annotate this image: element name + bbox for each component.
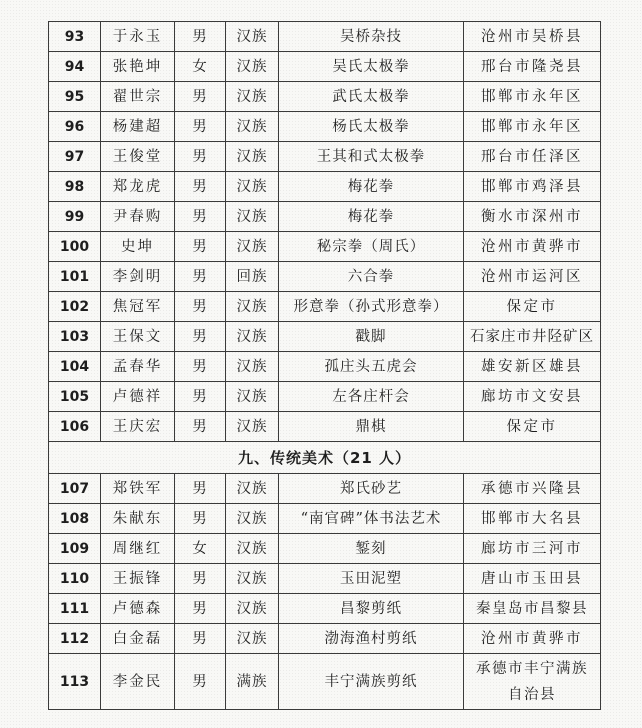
region: 雄安新区雄县 (464, 352, 601, 382)
region: 衡水市深州市 (464, 202, 601, 232)
project-name: 戳脚 (279, 322, 464, 352)
row-number: 97 (49, 142, 101, 172)
row-number: 102 (49, 292, 101, 322)
row-number: 93 (49, 22, 101, 52)
region: 沧州市运河区 (464, 262, 601, 292)
table-row (49, 412, 601, 442)
table-row (49, 202, 601, 232)
ethnicity: 汉族 (226, 322, 279, 352)
sex: 男 (175, 292, 226, 322)
ethnicity: 汉族 (226, 474, 279, 504)
project-name: 六合拳 (279, 262, 464, 292)
sex: 女 (175, 534, 226, 564)
ethnicity: 汉族 (226, 504, 279, 534)
project-name: 梅花拳 (279, 202, 464, 232)
table-row (49, 624, 601, 654)
sex: 男 (175, 22, 226, 52)
row-number: 103 (49, 322, 101, 352)
project-name: 昌黎剪纸 (279, 594, 464, 624)
table-row (49, 232, 601, 262)
region: 秦皇岛市昌黎县 (464, 594, 601, 624)
row-number: 99 (49, 202, 101, 232)
person-name: 孟春华 (101, 352, 175, 382)
region: 邯郸市永年区 (464, 82, 601, 112)
person-name: 周继红 (101, 534, 175, 564)
person-name: 卢德祥 (101, 382, 175, 412)
project-name: 杨氏太极拳 (279, 112, 464, 142)
sex: 女 (175, 52, 226, 82)
sex: 男 (175, 504, 226, 534)
sex: 男 (175, 322, 226, 352)
region: 邯郸市大名县 (464, 504, 601, 534)
row-number: 96 (49, 112, 101, 142)
table-row (49, 382, 601, 412)
region: 保定市 (464, 292, 601, 322)
project-name: 王其和式太极拳 (279, 142, 464, 172)
person-name: 尹春购 (101, 202, 175, 232)
region: 邯郸市鸡泽县 (464, 172, 601, 202)
ethnicity: 汉族 (226, 534, 279, 564)
region: 保定市 (464, 412, 601, 442)
region: 沧州市黄骅市 (464, 232, 601, 262)
table-row (49, 262, 601, 292)
project-name: 形意拳（孙式形意拳） (279, 292, 464, 322)
sex: 男 (175, 232, 226, 262)
project-name: 渤海渔村剪纸 (279, 624, 464, 654)
sex: 男 (175, 594, 226, 624)
project-name: “南官碑”体书法艺术 (279, 504, 464, 534)
sex: 男 (175, 352, 226, 382)
project-name: 左各庄杆会 (279, 382, 464, 412)
project-name: 梅花拳 (279, 172, 464, 202)
sex: 男 (175, 112, 226, 142)
project-name: 秘宗拳（周氏） (279, 232, 464, 262)
project-name: 丰宁满族剪纸 (279, 654, 464, 710)
table-row (49, 474, 601, 504)
ethnicity: 汉族 (226, 82, 279, 112)
ethnicity: 汉族 (226, 142, 279, 172)
sex: 男 (175, 262, 226, 292)
ethnicity: 汉族 (226, 352, 279, 382)
person-name: 杨建超 (101, 112, 175, 142)
sex: 男 (175, 564, 226, 594)
sex: 男 (175, 202, 226, 232)
row-number: 104 (49, 352, 101, 382)
row-number: 100 (49, 232, 101, 262)
ethnicity: 汉族 (226, 22, 279, 52)
person-name: 李剑明 (101, 262, 175, 292)
row-number: 109 (49, 534, 101, 564)
region: 唐山市玉田县 (464, 564, 601, 594)
person-name: 卢德森 (101, 594, 175, 624)
person-name: 李金民 (101, 654, 175, 710)
person-name: 焦冠军 (101, 292, 175, 322)
region: 廊坊市文安县 (464, 382, 601, 412)
table-row (49, 504, 601, 534)
region-line-1: 承德市丰宁满族 (476, 660, 588, 677)
person-name: 王庆宏 (101, 412, 175, 442)
table-row (49, 322, 601, 352)
sex: 男 (175, 142, 226, 172)
row-number: 107 (49, 474, 101, 504)
row-number: 113 (49, 654, 101, 710)
project-name: 郑氏砂艺 (279, 474, 464, 504)
table-row (49, 82, 601, 112)
ethnicity: 汉族 (226, 292, 279, 322)
sex: 男 (175, 382, 226, 412)
person-name: 翟世宗 (101, 82, 175, 112)
section-heading: 九、传统美术（21 人） (49, 442, 601, 474)
table-row (49, 534, 601, 564)
table-row (49, 142, 601, 172)
table-row (49, 594, 601, 624)
ethnicity: 满族 (226, 654, 279, 710)
region: 承德市兴隆县 (464, 474, 601, 504)
ethnicity: 汉族 (226, 172, 279, 202)
table-row (49, 22, 601, 52)
row-number: 95 (49, 82, 101, 112)
row-number: 111 (49, 594, 101, 624)
person-name: 史坤 (101, 232, 175, 262)
sex: 男 (175, 654, 226, 710)
section-heading-row (49, 442, 601, 474)
table-row (49, 564, 601, 594)
region (464, 654, 601, 710)
ethnicity: 汉族 (226, 564, 279, 594)
table-row (49, 172, 601, 202)
person-name: 于永玉 (101, 22, 175, 52)
table-row (49, 654, 601, 710)
region-line-2: 自治县 (508, 686, 556, 703)
person-name: 王俊堂 (101, 142, 175, 172)
ethnicity: 汉族 (226, 112, 279, 142)
table-row (49, 292, 601, 322)
sex: 男 (175, 82, 226, 112)
region: 沧州市吴桥县 (464, 22, 601, 52)
project-name: 孤庄头五虎会 (279, 352, 464, 382)
region: 石家庄市井陉矿区 (464, 322, 601, 352)
project-name: 玉田泥塑 (279, 564, 464, 594)
table-row (49, 112, 601, 142)
table-row (49, 352, 601, 382)
person-name: 张艳坤 (101, 52, 175, 82)
ethnicity: 汉族 (226, 382, 279, 412)
person-name: 朱献东 (101, 504, 175, 534)
row-number: 106 (49, 412, 101, 442)
project-name: 吴桥杂技 (279, 22, 464, 52)
ethnicity: 汉族 (226, 412, 279, 442)
ethnicity: 汉族 (226, 232, 279, 262)
region: 邢台市任泽区 (464, 142, 601, 172)
ethnicity: 汉族 (226, 594, 279, 624)
person-name: 白金磊 (101, 624, 175, 654)
person-name: 郑龙虎 (101, 172, 175, 202)
sex: 男 (175, 412, 226, 442)
row-number: 105 (49, 382, 101, 412)
person-name: 王保文 (101, 322, 175, 352)
ethnicity: 汉族 (226, 624, 279, 654)
region: 邯郸市永年区 (464, 112, 601, 142)
row-number: 101 (49, 262, 101, 292)
heritage-inheritors-table (48, 21, 601, 710)
project-name: 吴氏太极拳 (279, 52, 464, 82)
region: 沧州市黄骅市 (464, 624, 601, 654)
project-name: 武氏太极拳 (279, 82, 464, 112)
table-row (49, 52, 601, 82)
person-name: 郑铁军 (101, 474, 175, 504)
row-number: 112 (49, 624, 101, 654)
ethnicity: 汉族 (226, 52, 279, 82)
sex: 男 (175, 624, 226, 654)
ethnicity: 回族 (226, 262, 279, 292)
row-number: 110 (49, 564, 101, 594)
sex: 男 (175, 474, 226, 504)
region: 邢台市隆尧县 (464, 52, 601, 82)
project-name: 鼎棋 (279, 412, 464, 442)
region: 廊坊市三河市 (464, 534, 601, 564)
sex: 男 (175, 172, 226, 202)
project-name: 錾刻 (279, 534, 464, 564)
row-number: 98 (49, 172, 101, 202)
row-number: 94 (49, 52, 101, 82)
row-number: 108 (49, 504, 101, 534)
ethnicity: 汉族 (226, 202, 279, 232)
person-name: 王振锋 (101, 564, 175, 594)
